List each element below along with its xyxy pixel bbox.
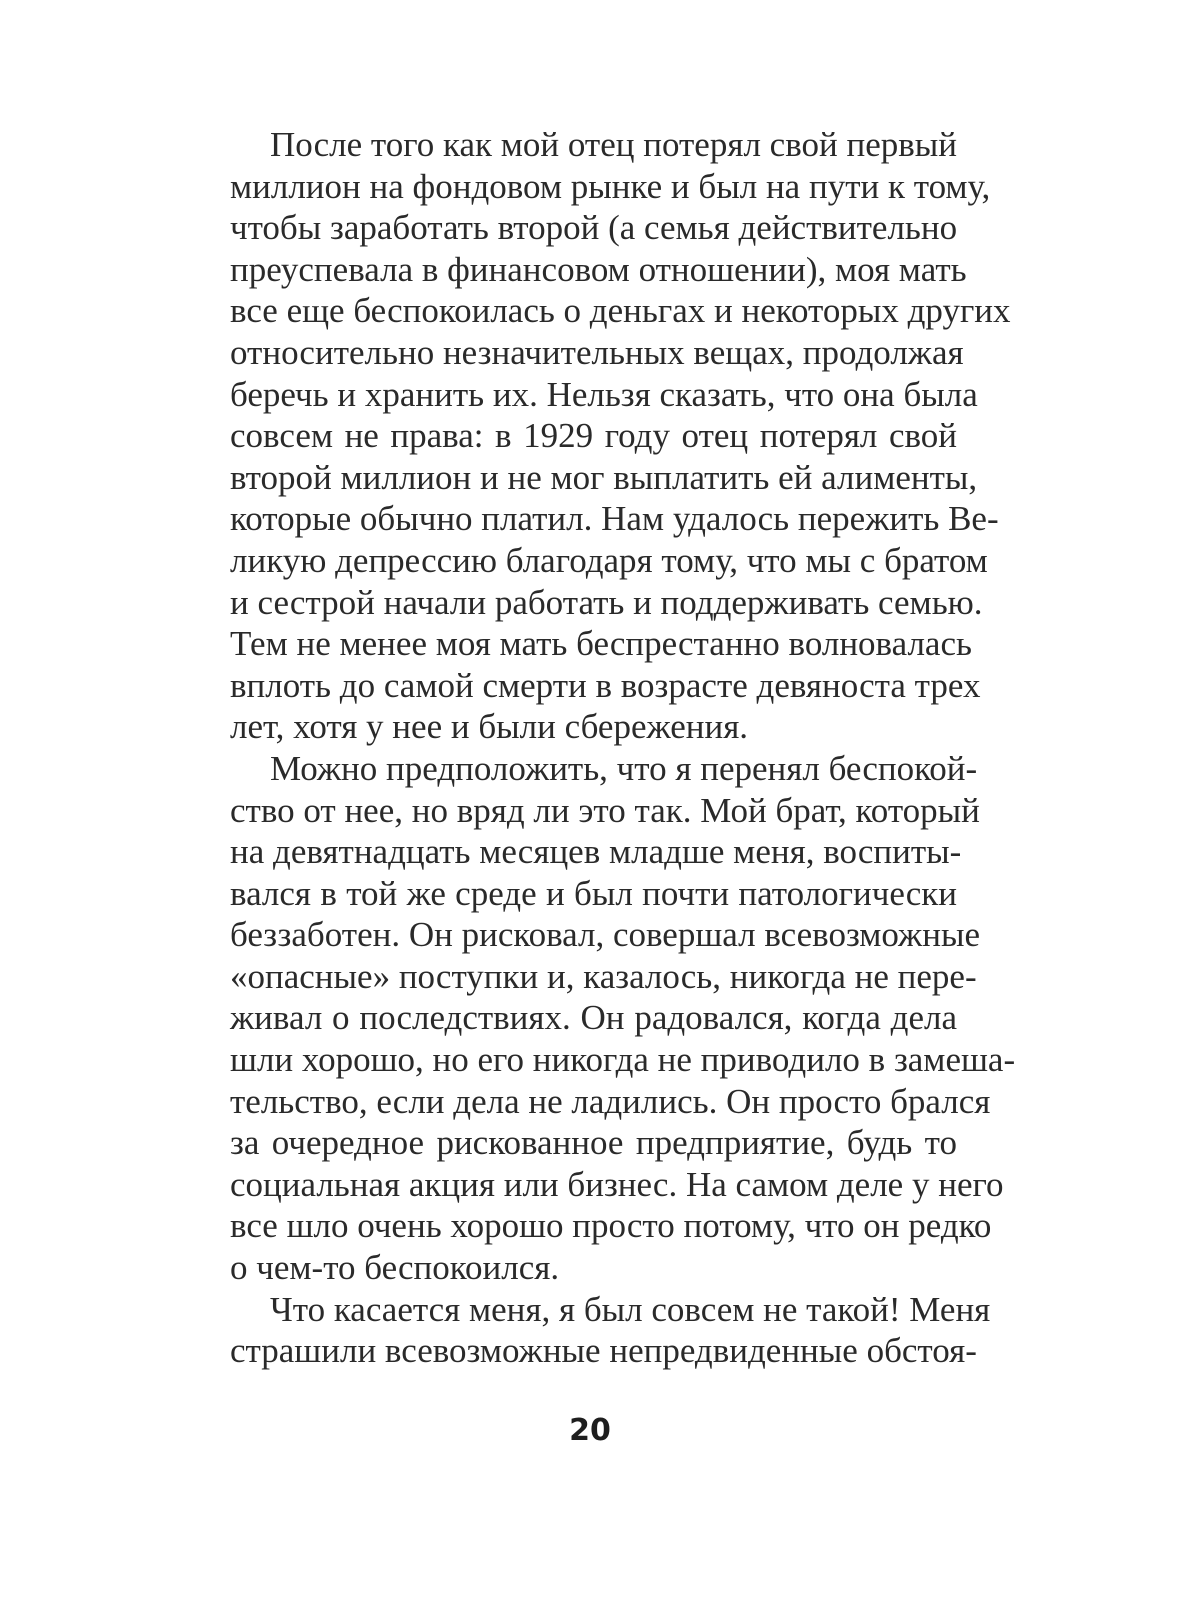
paragraph-3 xyxy=(230,1289,991,1372)
text-line: ликую депрессию благодаря тому, что мы с братом xyxy=(230,540,988,580)
text-line: После того как мой отец потерял свой первый xyxy=(270,125,957,164)
text-line: социальная акция или бизнес. На самом деле у него xyxy=(230,1164,1004,1204)
text-line: второй миллион и не мог выплатить ей алименты, xyxy=(230,457,978,497)
text-line: совсем не права: в 1929 году отец потерял свой xyxy=(230,416,957,456)
text-line: Что касается меня, я был совсем не такой! Меня xyxy=(270,1289,991,1329)
text-line: все еще беспокоилась о деньгах и некоторых других xyxy=(230,291,1011,331)
text-line: «опасные» поступки и, казалось, никогда не пере- xyxy=(230,956,977,996)
paragraph-2 xyxy=(230,748,1016,1289)
paragraph-1 xyxy=(230,124,1011,748)
text-line: живал о последствиях. Он радовался, когда дела xyxy=(230,998,957,1038)
text-line: шли хорошо, но его никогда не приводило в замеша- xyxy=(230,1040,1016,1080)
text-line: о чем-то беспокоился. xyxy=(230,1248,560,1288)
text-line: которые обычно платил. Нам удалось пережить Ве- xyxy=(230,499,999,539)
text-line: миллион на фондовом рынке и был на пути к тому, xyxy=(230,166,991,206)
text-line: преуспевала в финансовом отношении), моя мать xyxy=(230,249,967,289)
text-line: беречь и хранить их. Нельзя сказать, что она была xyxy=(230,374,978,414)
text-line: на девятнадцать месяцев младше меня, воспиты- xyxy=(230,832,962,872)
text-line: страшили всевозможные непредвиденные обстоя- xyxy=(230,1331,977,1371)
text-line: и сестрой начали работать и поддерживать семью. xyxy=(230,582,983,622)
page-number: 20 xyxy=(569,1413,611,1448)
text-line: беззаботен. Он рисковал, совершал всевозможные xyxy=(230,915,981,955)
text-line: вался в той же среде и был почти патологически xyxy=(230,873,957,913)
text-line: все шло очень хорошо просто потому, что он редко xyxy=(230,1206,992,1246)
text-line: ство от нее, но вряд ли это так. Мой брат, который xyxy=(230,790,980,830)
body-text xyxy=(230,124,1016,1372)
text-line: за очередное рискованное предприятие, будь то xyxy=(230,1123,957,1163)
text-line: Тем не менее моя мать беспрестанно волновалась xyxy=(230,624,972,664)
text-line: чтобы заработать второй (а семья действительно xyxy=(230,208,958,248)
text-line: относительно незначительных вещах, продолжая xyxy=(230,332,964,372)
text-line: тельство, если дела не ладились. Он просто брался xyxy=(230,1081,991,1121)
text-line: Можно предположить, что я перенял беспокой- xyxy=(270,748,978,788)
text-line: лет, хотя у нее и были сбережения. xyxy=(230,707,749,747)
text-line: вплоть до самой смерти в возрасте девяноста трех xyxy=(230,665,981,705)
